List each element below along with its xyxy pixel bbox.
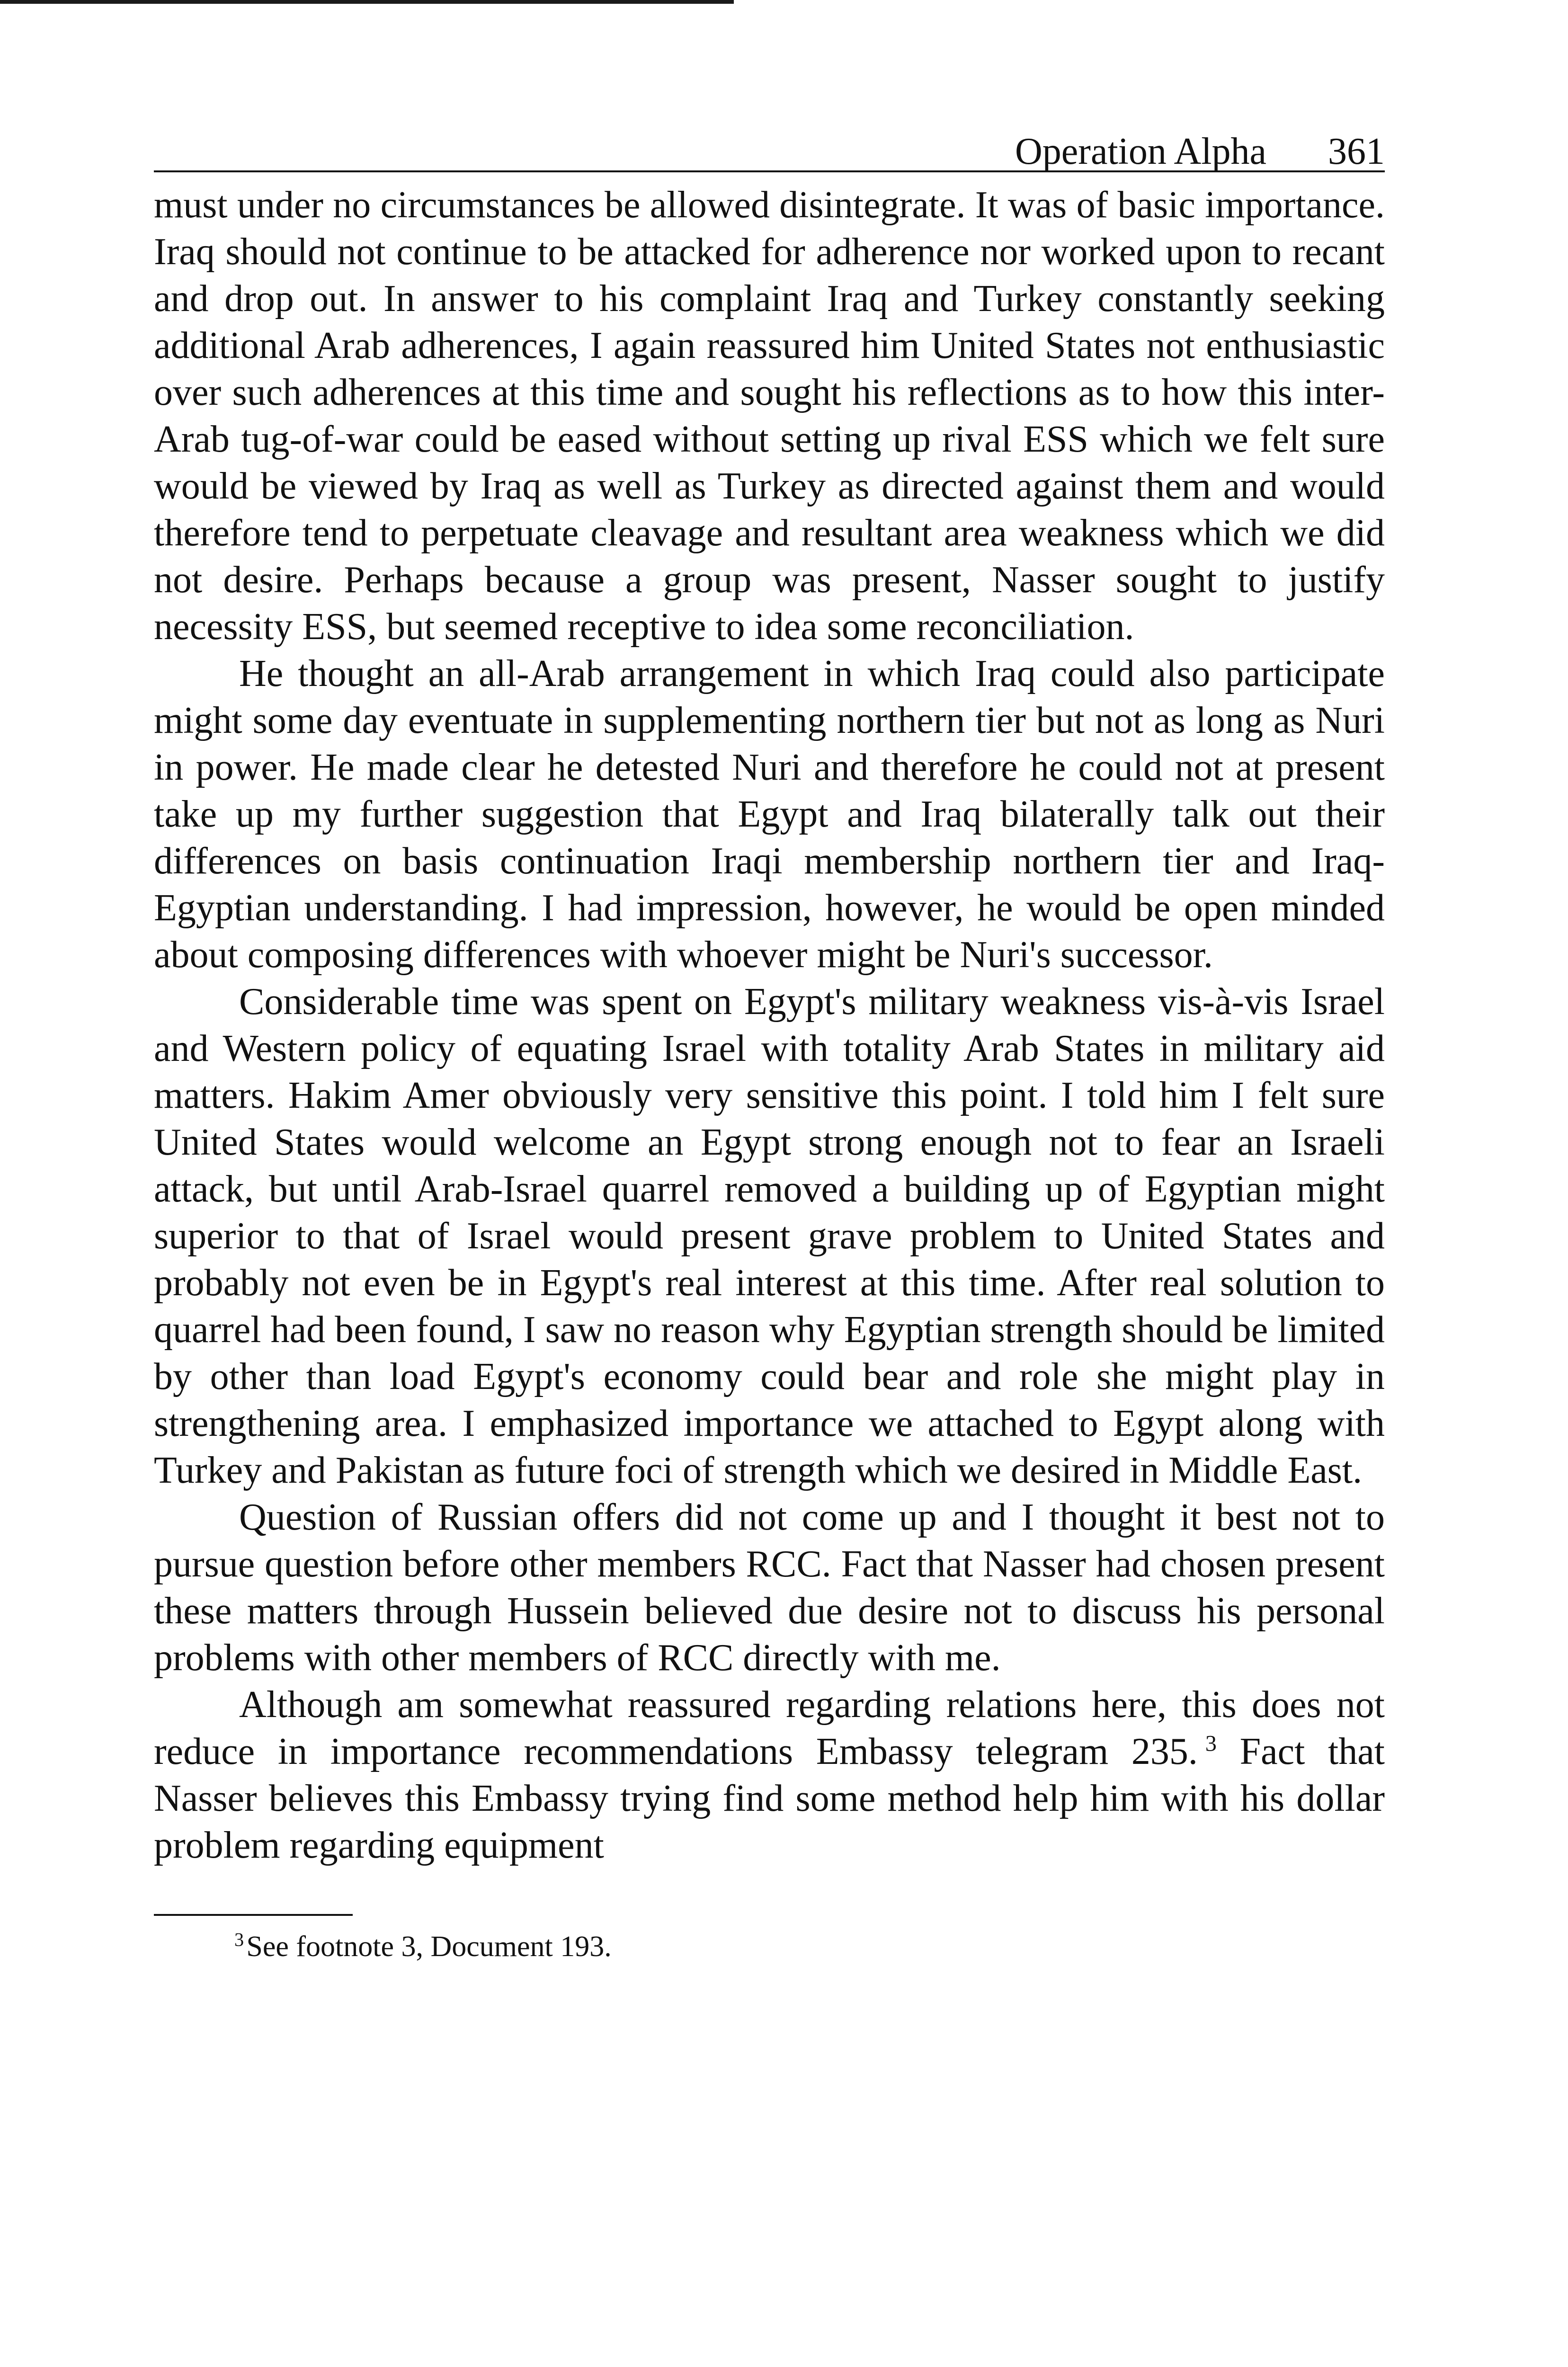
footnote-reference: 3 (1205, 1731, 1217, 1756)
running-header (154, 114, 1385, 172)
paragraph-4: Question of Russian offers did not come up and I thought it best not to pursue question before other members RCC. Fact that Nasser had chosen present these matters through Hussein believed due desire not to discuss his personal problems with other members of RCC directly with me. (154, 1496, 1385, 1679)
footnote-divider (154, 1914, 353, 1916)
running-title: Operation Alpha (1015, 131, 1266, 172)
body-text (154, 182, 1385, 1869)
footnote (154, 1925, 1385, 1968)
paragraph-3: Considerable time was spent on Egypt's military weakness vis-à-vis Israel and Western policy of equating Israel with totality Arab States in military aid matters. Hakim Amer obviously very sensitive this point. I told him I felt sure United States would welcome an Egypt strong enough not to fear an Israeli attack, but until Arab-Israel quarrel removed a building up of Egyptian might superior to that of Israel would present grave problem to United States and probably not even be in Egypt's real interest at this time. After real solution to quarrel had been found, I saw no reason why Egyptian strength should be limited by other than load Egypt's economy could bear and role she might play in strengthening area. I emphasized importance we attached to Egypt along with Turkey and Pakistan as future foci of strength which we desired in Middle East. (154, 981, 1385, 1491)
paragraph-5 (154, 1682, 1385, 1869)
paragraph-1: must under no circumstances be allowed disintegrate. It was of basic importance. Iraq should not continue to be attacked for adherence nor worked upon to recant and drop out. In answer to his complaint Iraq and Turkey constantly seeking additional Arab adherences, I again reassured him United States not enthusiastic over such adherences at this time and sought his reflections as to how this inter-Arab tug-of-war could be eased without setting up rival ESS which we felt sure would be viewed by Iraq as well as Turkey as directed against them and would therefore tend to perpetuate cleavage and resultant area weakness which we did not desire. Perhaps because a group was present, Nasser sought to justify necessity ESS, but seemed receptive to idea some reconciliation. (154, 184, 1385, 648)
scan-top-edge (0, 0, 734, 4)
paragraph-5-text-before: Although am somewhat reassured regarding relations here, this does not reduce in importance recommendations Embassy telegram 235. (154, 1684, 1385, 1772)
page-number: 361 (1328, 131, 1385, 172)
footnote-text: See footnote 3, Document 193. (246, 1931, 612, 1963)
footnote-marker: 3 (234, 1929, 244, 1950)
paragraph-2: He thought an all-Arab arrangement in which Iraq could also participate might some day eventuate in supplementing northern tier but not as long as Nuri in power. He made clear he detested Nuri and therefore he could not at present take up my further suggestion that Egypt and Iraq bilaterally talk out their differences on basis continuation Iraqi membership northern tier and Iraq-Egyptian understanding. I had impression, however, he would be open minded about composing differences with whoever might be Nuri's successor. (154, 653, 1385, 976)
document-page (154, 114, 1385, 1968)
paragraph-5-text-after: Fact that Nasser believes this Embassy trying find some method help him with his dollar problem regarding equipment (154, 1731, 1385, 1866)
